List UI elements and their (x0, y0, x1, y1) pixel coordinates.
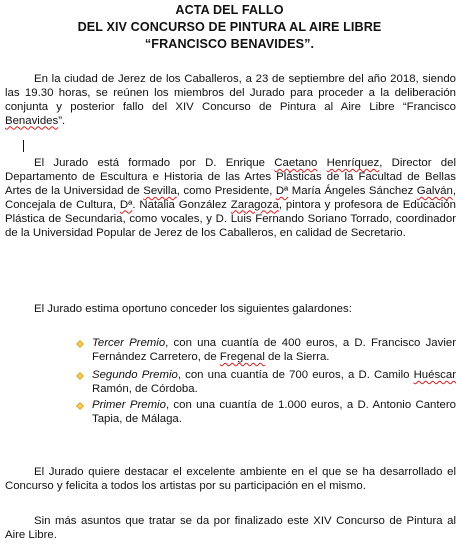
document-title (0, 2, 459, 53)
list-item (76, 369, 456, 397)
title-line-3: “FRANCISCO BENAVIDES”. (144, 37, 315, 51)
awards-list (76, 337, 456, 426)
bullet-icon (76, 340, 84, 348)
paragraph-final (5, 515, 456, 543)
prize-name: Primer Premio (92, 398, 166, 411)
paragraph-awards-intro (5, 303, 456, 317)
prize-name: Segundo Premio (92, 368, 178, 381)
paragraph-jury (5, 157, 456, 240)
award-text: Ramón, de Córdoba. (92, 382, 198, 395)
jury-text: . Natalia González (132, 198, 231, 211)
misspelled-word: Caetano (274, 157, 318, 169)
jury-text: , como Presidente, (176, 184, 276, 197)
list-item (76, 337, 456, 365)
prize-name: Tercer Premio (92, 337, 166, 349)
bullet-icon (76, 402, 84, 410)
jury-text (317, 157, 326, 169)
awards-intro-text: El Jurado estima oportuno conceder los siguientes galardones: (34, 303, 352, 315)
misspelled-word: Dª (119, 198, 133, 211)
misspelled-word: Huéscar (413, 368, 456, 381)
jury-text: , Director del Departamento de Escultura e Historia de las Artes Plásticas de la Facultad de Bellas Artes de la Universidad de (5, 157, 456, 197)
misspelled-word: Zaragoza (230, 198, 279, 211)
list-item (76, 399, 456, 427)
jury-text: , Concejala de Cultura, (5, 184, 456, 211)
text-cursor (23, 140, 24, 152)
paragraph-closing (5, 466, 456, 494)
title-line-1: ACTA DEL FALLO (175, 3, 284, 17)
award-text: , con una cuantía de 700 euros, a D. Camilo (177, 368, 414, 381)
closing-text: El Jurado quiere destacar el excelente ambiente en el que se ha desarrollado el Concurso y felicita a todos los artistas por su participación en el mismo. (5, 466, 456, 492)
bullet-icon (76, 372, 84, 380)
award-text: , con una cuantía de 400 euros, a D. Francisco Javier Fernández Carretero, de (92, 337, 456, 363)
award-text: de la Sierra. (264, 350, 330, 363)
intro-text: En la ciudad de Jerez de los Caballeros, a 23 de septiembre del año 2018, siendo las 19.30 horas, se reúnen los miembros del Jurado para proceder a la deliberación conjunta y posterior fallo del XIV Concurso de Pintura al Aire Libre “Francisco (5, 73, 456, 113)
misspelled-word: Sevilla (143, 184, 177, 197)
final-text: Sin más asuntos que tratar se da por finalizado este XIV Concurso de Pintura al Aire Libre. (5, 515, 456, 541)
misspelled-word: Galván (416, 184, 453, 197)
misspelled-word: Fregenal (219, 350, 265, 363)
misspelled-word: Henríquez (326, 157, 380, 169)
jury-text: El Jurado está formado por D. Enrique (34, 157, 275, 169)
jury-text: , pintora y profesora de Educación Plástica de Secundaria, como vocales, y D. Luis Fernando Soriano Torrado, coordinador de la Universidad Popular de Jerez de los Caballeros, en calidad de Secretario. (5, 198, 456, 239)
title-line-2: DEL XIV CONCURSO DE PINTURA AL AIRE LIBRE (77, 20, 382, 34)
misspelled-word: Dª (275, 184, 289, 197)
misspelled-word: Benavides (5, 114, 59, 127)
award-text: , con una cuantía de 1.000 euros, a D. Antonio Cantero Tapia, de Málaga. (92, 398, 456, 425)
jury-text: María Ángeles Sánchez (288, 184, 417, 197)
intro-text-end: ”. (58, 114, 66, 127)
paragraph-intro (5, 73, 456, 129)
